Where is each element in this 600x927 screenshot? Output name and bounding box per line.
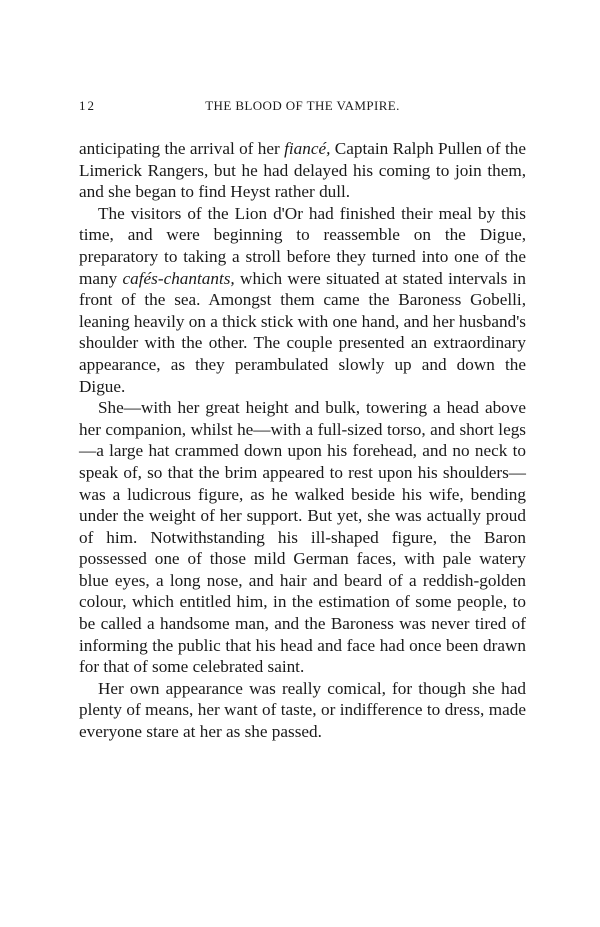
paragraph-2-text-b: which were situated at stated intervals in front of the sea. Amongst them came the Baroness Gobelli, leaning heavily on a thick stick with one hand, and her husband's shoulder with the other. The couple presented an extraordinary appearance, as they perambulated slowly up and down the Digue. [79, 268, 527, 396]
paragraph-1-text-b: Captain Ralph Pullen of the Limerick Rangers, but he had delayed his coming to join them, and she began to find Heyst rather dull. [79, 139, 526, 202]
paragraph-1-text-a: anticipating the arrival of her [79, 139, 285, 158]
book-page [79, 98, 526, 743]
cafes-chantants-italic: cafés-chantants, [122, 268, 235, 288]
paragraph-2-text-a: The visitors of the Lion d'Or had finished their meal by this time, and were beginning to reassemble on the Digue, preparatory to taking a stroll before they turned into one of the many [79, 203, 526, 288]
running-head [79, 98, 526, 122]
page-number: 12 [79, 98, 96, 113]
fiance-italic: fiancé, [284, 139, 331, 158]
paragraph-1 [79, 138, 526, 203]
body-text [79, 138, 526, 743]
paragraph-2 [79, 203, 526, 397]
paragraph-3: She—with her great height and bulk, towering a head above her companion, whilst he—with a full-sized torso, and short legs—a large hat crammed down upon his forehead, and no neck to speak of, so that the brim appeared to rest upon his shoulders—was a ludicrous figure, as he walked beside his wife, bending under the weight of her support. But yet, she was actually proud of him. Notwithstanding his ill-shaped figure, the Baron possessed one of those mild German faces, with pale watery blue eyes, a long nose, and hair and beard of a reddish-golden colour, which entitled him, in the estimation of some people, to be called a handsome man, and the Baroness was never tired of informing the public that his head and face had once been drawn for that of some celebrated saint. [79, 398, 526, 677]
running-title: THE BLOOD OF THE VAMPIRE. [205, 98, 400, 113]
paragraph-4: Her own appearance was really comical, for though she had plenty of means, her want of taste, or indifference to dress, made everyone stare at her as she passed. [79, 678, 526, 742]
